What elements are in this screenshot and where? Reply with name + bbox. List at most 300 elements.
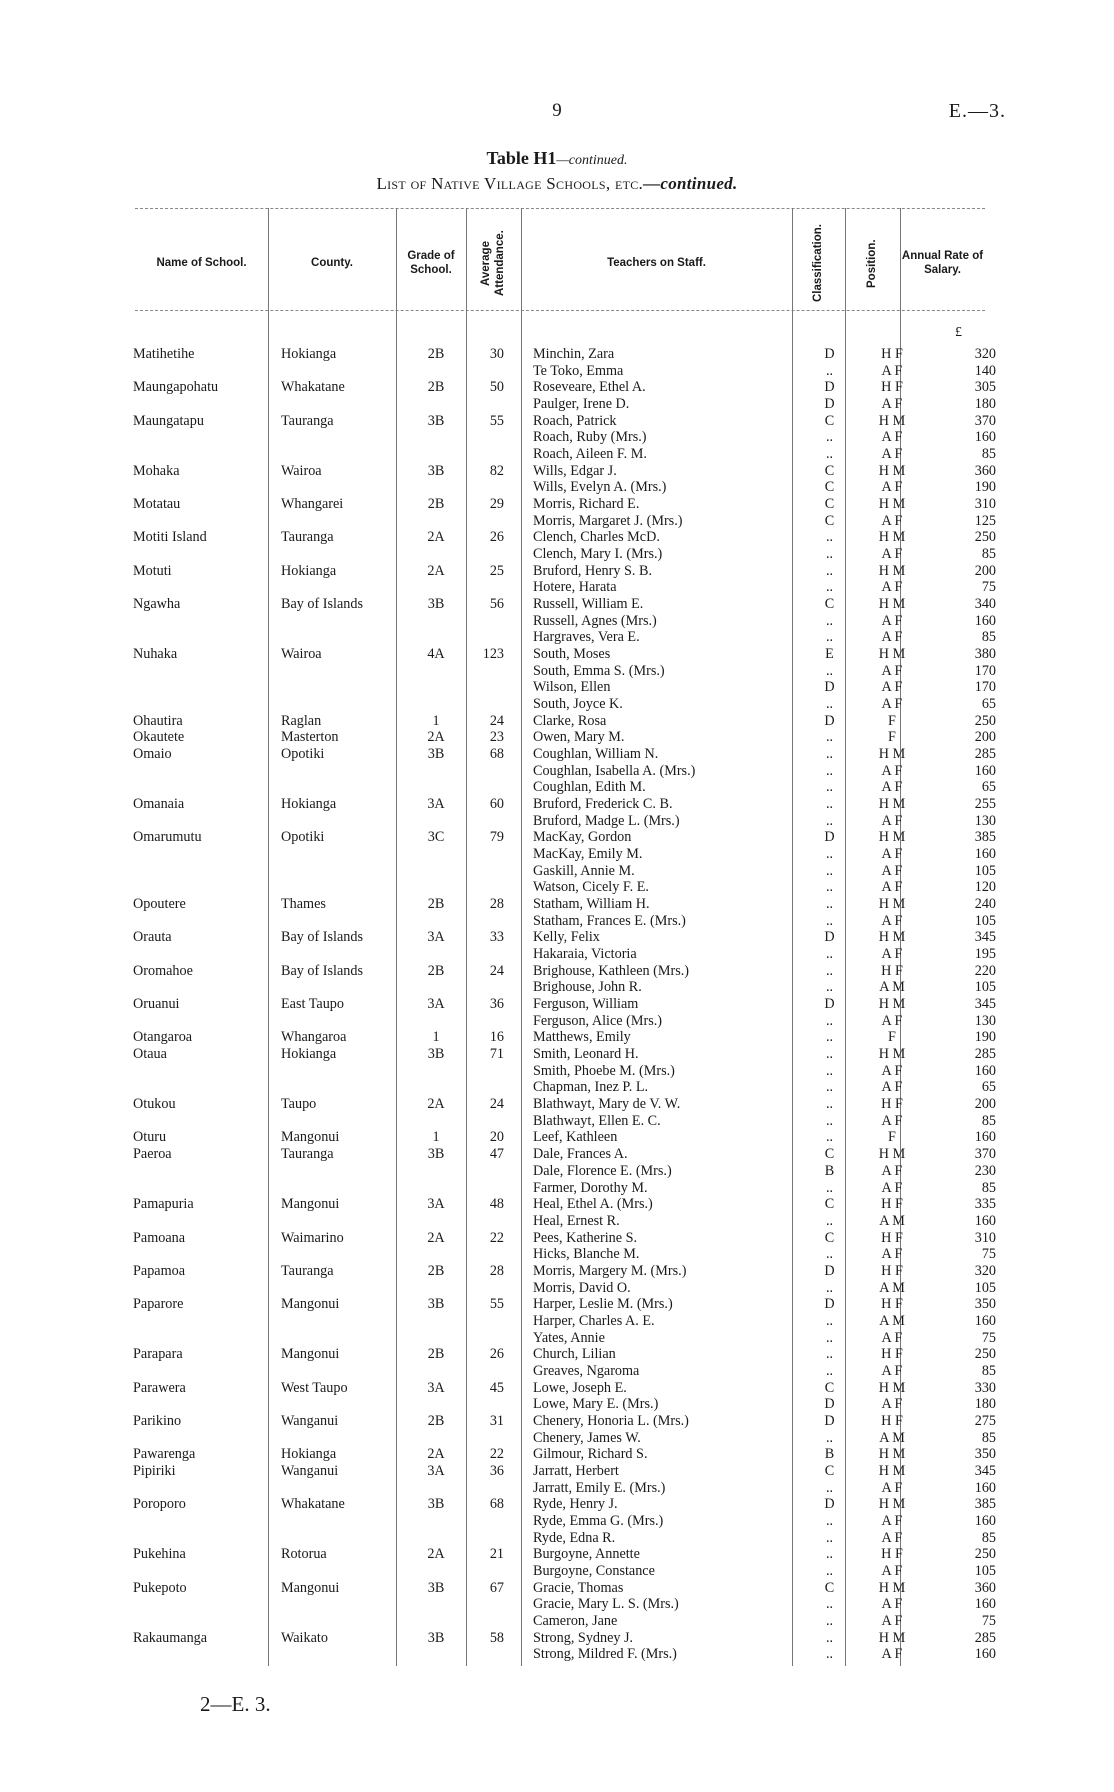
- grade: 1: [432, 712, 440, 729]
- teacher-name: Lowe, Joseph E.: [533, 1379, 627, 1396]
- average-attendance: 68: [489, 746, 504, 763]
- annual-salary: 190: [974, 1029, 996, 1046]
- annual-salary: 160: [974, 1312, 996, 1329]
- teacher-name: Chapman, Inez P. L.: [533, 1079, 649, 1096]
- position: H M: [878, 929, 906, 946]
- teacher-name: Hakaraia, Victoria: [533, 946, 637, 963]
- classification: ..: [825, 662, 834, 679]
- position: A F: [881, 1179, 903, 1196]
- grade: 2A: [427, 1096, 445, 1113]
- position: A F: [881, 696, 903, 713]
- grade: 3C: [427, 829, 445, 846]
- classification: ..: [825, 896, 834, 913]
- list-subtitle-main: List of Native Village Schools, etc.: [376, 174, 644, 193]
- table-row: [0, 1613, 1114, 1630]
- annual-salary: 85: [981, 629, 996, 646]
- table-row: [0, 1129, 1114, 1146]
- annual-salary: 85: [981, 1179, 996, 1196]
- school-name: Paparore: [133, 1296, 184, 1313]
- average-attendance: 24: [489, 1096, 504, 1113]
- school-name: Motuti: [133, 562, 172, 579]
- table-row: [0, 596, 1114, 613]
- annual-salary: 65: [981, 779, 996, 796]
- grade: 3B: [427, 1496, 445, 1513]
- annual-salary: 370: [974, 1146, 996, 1163]
- teacher-name: Coughlan, Isabella A. (Mrs.): [533, 762, 696, 779]
- classification: D: [824, 929, 835, 946]
- page-number: 9: [552, 100, 562, 121]
- classification: D: [824, 1262, 835, 1279]
- average-attendance: 31: [489, 1412, 504, 1429]
- classification: C: [824, 596, 835, 613]
- table-row: [0, 346, 1114, 363]
- school-name: Parawera: [133, 1379, 186, 1396]
- grade: 1: [432, 1129, 440, 1146]
- position: H M: [878, 746, 906, 763]
- position: A M: [879, 1279, 905, 1296]
- table-row: [0, 763, 1114, 780]
- average-attendance: 82: [489, 462, 504, 479]
- table-row: [0, 396, 1114, 413]
- classification: ..: [825, 862, 834, 879]
- teacher-name: Paulger, Irene D.: [533, 396, 630, 412]
- average-attendance: 79: [489, 829, 504, 846]
- county: Waikato: [281, 1629, 328, 1646]
- table-row: [0, 879, 1114, 896]
- classification: ..: [825, 1096, 834, 1113]
- teacher-name: Blathwayt, Mary de V. W.: [533, 1096, 681, 1113]
- position: A F: [881, 779, 903, 796]
- classification: D: [824, 712, 835, 729]
- annual-salary: 345: [974, 929, 996, 946]
- annual-salary: 130: [974, 1012, 996, 1029]
- school-name: Ohautira: [133, 712, 183, 729]
- average-attendance: 23: [489, 729, 504, 746]
- position: F: [888, 712, 896, 729]
- position: A F: [881, 479, 903, 496]
- average-attendance: 123: [482, 646, 504, 663]
- position: H F: [881, 962, 903, 979]
- position: A F: [881, 1646, 903, 1663]
- position: A F: [881, 1012, 903, 1029]
- annual-salary: 160: [974, 429, 996, 446]
- table-row: [0, 829, 1114, 846]
- classification: ..: [825, 1279, 834, 1296]
- annual-salary: 160: [974, 1129, 996, 1146]
- average-attendance: 47: [489, 1146, 504, 1163]
- average-attendance: 29: [489, 496, 504, 513]
- classification: ..: [825, 779, 834, 796]
- teacher-name: Dale, Frances A.: [533, 1146, 628, 1163]
- county: Tauranga: [281, 1146, 334, 1163]
- grade: 2B: [427, 896, 445, 913]
- position: H F: [881, 1346, 903, 1363]
- classification: B: [824, 1446, 835, 1463]
- teacher-name: Harper, Charles A. E.: [533, 1312, 655, 1329]
- position: A F: [881, 679, 903, 696]
- table-row: [0, 579, 1114, 596]
- table-row: [0, 546, 1114, 563]
- school-name: Omaio: [133, 746, 172, 763]
- school-name: Pipiriki: [133, 1462, 176, 1479]
- classification: D: [824, 829, 835, 846]
- school-name: Pukehina: [133, 1546, 186, 1563]
- annual-salary: 85: [981, 1429, 996, 1446]
- table-row: [0, 1463, 1114, 1480]
- teacher-name: Brighouse, John R.: [533, 979, 642, 996]
- classification: ..: [825, 946, 834, 963]
- position: H F: [881, 1229, 903, 1246]
- table-row: [0, 1630, 1114, 1647]
- average-attendance: 30: [489, 346, 504, 362]
- county: West Taupo: [281, 1379, 348, 1396]
- grade: 4A: [427, 646, 445, 663]
- school-name: Otukou: [133, 1096, 176, 1113]
- annual-salary: 180: [974, 396, 996, 412]
- annual-salary: 285: [974, 1046, 996, 1063]
- table-row: [0, 1096, 1114, 1113]
- classification: ..: [825, 1362, 834, 1379]
- table-title: [0, 148, 1114, 169]
- classification: C: [824, 1229, 835, 1246]
- grade: 2A: [427, 1546, 445, 1563]
- teacher-name: Coughlan, Edith M.: [533, 779, 646, 796]
- grade: 2A: [427, 729, 445, 746]
- average-attendance: 36: [489, 996, 504, 1013]
- position: A F: [881, 1062, 903, 1079]
- classification: ..: [825, 1129, 834, 1146]
- average-attendance: 22: [489, 1229, 504, 1246]
- classification: ..: [825, 1046, 834, 1063]
- position: F: [888, 729, 896, 746]
- school-name: Mohaka: [133, 462, 180, 479]
- classification: D: [824, 679, 835, 696]
- average-attendance: 28: [489, 1262, 504, 1279]
- teacher-name: Smith, Leonard H.: [533, 1046, 639, 1063]
- position: A F: [881, 862, 903, 879]
- grade: 3B: [427, 1629, 445, 1646]
- table-row: [0, 846, 1114, 863]
- annual-salary: 160: [974, 1062, 996, 1079]
- teacher-name: Chenery, Honoria L. (Mrs.): [533, 1412, 689, 1429]
- table-row: [0, 1230, 1114, 1247]
- classification: ..: [825, 1429, 834, 1446]
- position: A F: [881, 879, 903, 896]
- county: Tauranga: [281, 529, 334, 546]
- table-row: [0, 679, 1114, 696]
- school-name: Omarumutu: [133, 829, 202, 846]
- classification: ..: [825, 846, 834, 863]
- annual-salary: 250: [974, 1546, 996, 1563]
- salary-unit: £: [955, 325, 962, 340]
- county: Rotorua: [281, 1546, 327, 1563]
- county: Hokianga: [281, 1446, 337, 1463]
- position: A F: [881, 762, 903, 779]
- teacher-name: Clench, Mary I. (Mrs.): [533, 546, 663, 563]
- annual-salary: 170: [974, 662, 996, 679]
- grade: 2B: [427, 1262, 445, 1279]
- teacher-name: Russell, Agnes (Mrs.): [533, 612, 657, 629]
- position: A F: [881, 662, 903, 679]
- classification: C: [824, 1579, 835, 1596]
- teacher-name: Chenery, James W.: [533, 1429, 641, 1446]
- average-attendance: 55: [489, 1296, 504, 1313]
- average-attendance: 26: [489, 529, 504, 546]
- county: Opotiki: [281, 829, 325, 846]
- annual-salary: 275: [974, 1412, 996, 1429]
- school-name: Opoutere: [133, 896, 186, 913]
- classification: ..: [825, 546, 834, 563]
- table-row: [0, 429, 1114, 446]
- position: A F: [881, 1162, 903, 1179]
- teacher-name: South, Moses: [533, 646, 611, 663]
- grade: 3A: [427, 996, 445, 1013]
- table-row: [0, 746, 1114, 763]
- classification: C: [824, 412, 835, 429]
- classification: D: [824, 346, 835, 362]
- annual-salary: 385: [974, 1496, 996, 1513]
- school-name: Pawarenga: [133, 1446, 196, 1463]
- annual-salary: 250: [974, 1346, 996, 1363]
- table-row: [0, 463, 1114, 480]
- annual-salary: 105: [974, 1562, 996, 1579]
- table-row: [0, 379, 1114, 396]
- classification: C: [824, 1462, 835, 1479]
- teacher-name: Statham, Frances E. (Mrs.): [533, 912, 686, 929]
- grade: 3B: [427, 412, 445, 429]
- table-row: [0, 1196, 1114, 1213]
- teacher-name: Gilmour, Richard S.: [533, 1446, 648, 1463]
- annual-salary: 285: [974, 746, 996, 763]
- classification: D: [824, 379, 835, 396]
- table-row: [0, 996, 1114, 1013]
- teacher-name: Te Toko, Emma: [533, 362, 624, 379]
- county: Bay of Islands: [281, 596, 363, 613]
- grade: 3B: [427, 1146, 445, 1163]
- annual-salary: 250: [974, 529, 996, 546]
- annual-salary: 85: [981, 446, 996, 463]
- teacher-name: Roach, Aileen F. M.: [533, 446, 647, 463]
- annual-salary: 85: [981, 1112, 996, 1129]
- classification: C: [824, 479, 835, 496]
- position: A F: [881, 429, 903, 446]
- teacher-name: Russell, William E.: [533, 596, 644, 613]
- school-name: Motiti Island: [133, 529, 207, 546]
- classification: ..: [825, 762, 834, 779]
- teacher-name: Gaskill, Annie M.: [533, 862, 635, 879]
- county: Whangaroa: [281, 1029, 347, 1046]
- school-name: Otangaroa: [133, 1029, 193, 1046]
- teacher-name: Burgoyne, Constance: [533, 1562, 655, 1579]
- school-name: Oturu: [133, 1129, 167, 1146]
- classification: ..: [825, 1596, 834, 1613]
- average-attendance: 24: [489, 712, 504, 729]
- grade: 2B: [427, 346, 445, 362]
- table-row: [0, 1180, 1114, 1197]
- school-name: Orauta: [133, 929, 172, 946]
- table-row: [0, 1063, 1114, 1080]
- position: H M: [878, 462, 906, 479]
- classification: ..: [825, 879, 834, 896]
- county: Opotiki: [281, 746, 325, 763]
- annual-salary: 345: [974, 996, 996, 1013]
- position: H M: [878, 646, 906, 663]
- teacher-name: Smith, Phoebe M. (Mrs.): [533, 1062, 675, 1079]
- grade: 3B: [427, 462, 445, 479]
- annual-salary: 105: [974, 979, 996, 996]
- grade: 3B: [427, 1296, 445, 1313]
- teacher-name: Heal, Ernest R.: [533, 1212, 620, 1229]
- grade: 2B: [427, 962, 445, 979]
- annual-salary: 250: [974, 712, 996, 729]
- classification: ..: [825, 1312, 834, 1329]
- position: A F: [881, 1246, 903, 1263]
- annual-salary: 160: [974, 762, 996, 779]
- position: A F: [881, 546, 903, 563]
- county: Mangonui: [281, 1196, 340, 1213]
- county: Mangonui: [281, 1579, 340, 1596]
- county: Hokianga: [281, 1046, 337, 1063]
- table-row: [0, 1296, 1114, 1313]
- teacher-name: Morris, David O.: [533, 1279, 631, 1296]
- table-row: [0, 1546, 1114, 1563]
- grade: 3A: [427, 1379, 445, 1396]
- position: A F: [881, 1362, 903, 1379]
- school-name: Rakaumanga: [133, 1629, 208, 1646]
- average-attendance: 50: [489, 379, 504, 396]
- teacher-name: Hotere, Harata: [533, 579, 617, 596]
- annual-salary: 310: [974, 1229, 996, 1246]
- annual-salary: 285: [974, 1629, 996, 1646]
- average-attendance: 60: [489, 796, 504, 813]
- grade: 3A: [427, 1196, 445, 1213]
- table-row: [0, 1263, 1114, 1280]
- county: Mangonui: [281, 1129, 340, 1146]
- teacher-name: Lowe, Mary E. (Mrs.): [533, 1396, 659, 1413]
- annual-salary: 230: [974, 1162, 996, 1179]
- classification: ..: [825, 1079, 834, 1096]
- table-row: [0, 929, 1114, 946]
- classification: ..: [825, 1179, 834, 1196]
- annual-salary: 360: [974, 462, 996, 479]
- table-row: [0, 1596, 1114, 1613]
- annual-salary: 320: [974, 346, 996, 362]
- county: Whakatane: [281, 1496, 345, 1513]
- position: H F: [881, 1262, 903, 1279]
- table-row: [0, 1496, 1114, 1513]
- classification: ..: [825, 579, 834, 596]
- teacher-name: Blathwayt, Ellen E. C.: [533, 1112, 661, 1129]
- county: Tauranga: [281, 1262, 334, 1279]
- school-name: Ngawha: [133, 596, 181, 613]
- classification: C: [824, 1146, 835, 1163]
- classification: ..: [825, 1562, 834, 1579]
- teacher-name: Jarratt, Herbert: [533, 1462, 619, 1479]
- page-footer: 2—E. 3.: [200, 1692, 271, 1716]
- table-row: [0, 1446, 1114, 1463]
- teacher-name: Bruford, Henry S. B.: [533, 562, 653, 579]
- county: Wanganui: [281, 1462, 339, 1479]
- table-row: [0, 1346, 1114, 1363]
- annual-salary: 160: [974, 1212, 996, 1229]
- table-row: [0, 1013, 1114, 1030]
- classification: ..: [825, 1012, 834, 1029]
- average-attendance: 36: [489, 1462, 504, 1479]
- position: H F: [881, 1196, 903, 1213]
- position: A M: [879, 1429, 905, 1446]
- teacher-name: South, Emma S. (Mrs.): [533, 662, 665, 679]
- position: A F: [881, 446, 903, 463]
- teacher-name: Leef, Kathleen: [533, 1129, 618, 1146]
- column-header-attendance: Average Attendance.: [480, 230, 506, 297]
- school-name: Motatau: [133, 496, 181, 513]
- teacher-name: Brighouse, Kathleen (Mrs.): [533, 962, 690, 979]
- teacher-name: Ryde, Henry J.: [533, 1496, 618, 1513]
- position: H M: [878, 829, 906, 846]
- table-row: [0, 479, 1114, 496]
- classification: C: [824, 1196, 835, 1213]
- county: Wairoa: [281, 646, 322, 663]
- grade: 3B: [427, 1046, 445, 1063]
- teacher-name: Yates, Annie: [533, 1329, 605, 1346]
- table-row: [0, 1046, 1114, 1063]
- classification: ..: [825, 812, 834, 829]
- table-row: [0, 1396, 1114, 1413]
- classification: ..: [825, 1246, 834, 1263]
- teacher-name: Church, Lilian: [533, 1346, 616, 1363]
- table-row: [0, 1563, 1114, 1580]
- table-row: [0, 1363, 1114, 1380]
- classification: ..: [825, 1529, 834, 1546]
- teacher-name: Heal, Ethel A. (Mrs.): [533, 1196, 653, 1213]
- position: A F: [881, 612, 903, 629]
- table-row: [0, 896, 1114, 913]
- column-header-name: Name of School.: [156, 256, 247, 269]
- classification: ..: [825, 529, 834, 546]
- annual-salary: 160: [974, 1646, 996, 1663]
- county: Hokianga: [281, 562, 337, 579]
- classification: ..: [825, 1612, 834, 1629]
- school-name: Pukepoto: [133, 1579, 187, 1596]
- teacher-name: Strong, Mildred F. (Mrs.): [533, 1646, 677, 1663]
- grade: 2B: [427, 1412, 445, 1429]
- annual-salary: 85: [981, 1362, 996, 1379]
- classification: ..: [825, 429, 834, 446]
- table-row: [0, 1079, 1114, 1096]
- annual-salary: 160: [974, 1479, 996, 1496]
- classification: ..: [825, 1112, 834, 1129]
- position: A F: [881, 812, 903, 829]
- classification: C: [824, 1379, 835, 1396]
- teacher-name: Roach, Patrick: [533, 412, 617, 429]
- table-row: [0, 813, 1114, 830]
- annual-salary: 160: [974, 612, 996, 629]
- teacher-name: Harper, Leslie M. (Mrs.): [533, 1296, 673, 1313]
- average-attendance: 22: [489, 1446, 504, 1463]
- teacher-name: Kelly, Felix: [533, 929, 600, 946]
- teacher-name: Ferguson, William: [533, 996, 639, 1013]
- classification: ..: [825, 1546, 834, 1563]
- position: A F: [881, 846, 903, 863]
- position: H M: [878, 1446, 906, 1463]
- position: A M: [879, 1212, 905, 1229]
- average-attendance: 28: [489, 896, 504, 913]
- annual-salary: 85: [981, 546, 996, 563]
- county: Raglan: [281, 712, 322, 729]
- annual-salary: 380: [974, 646, 996, 663]
- table-row: [0, 1213, 1114, 1230]
- teacher-name: Roseveare, Ethel A.: [533, 379, 646, 396]
